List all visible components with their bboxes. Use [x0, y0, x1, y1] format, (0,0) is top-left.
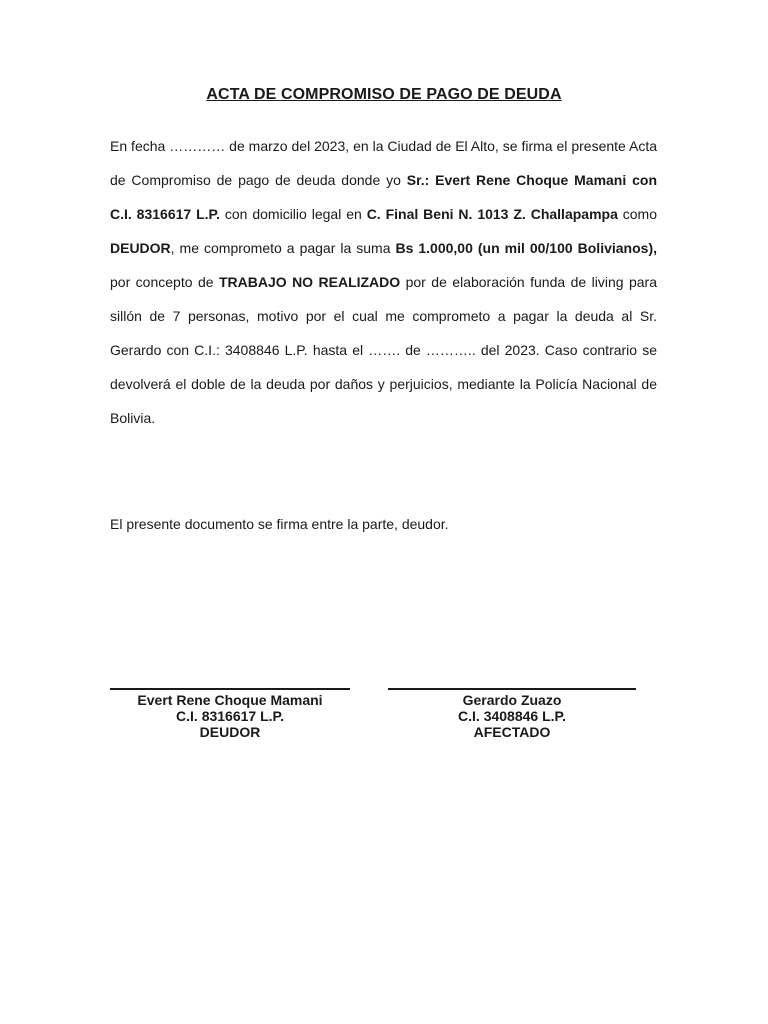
body-text-segment: por de elaboración funda de living para sillón de 7 personas, motivo por el cual me comprometo a pagar la deuda al Sr. Gerardo con C.I.: 3408846 L.P. hasta el ……. de ……….. del 2023. Caso contrario se devolverá el doble de la deuda por daños y perjuicios, mediante la Policía Nacional de Bolivia. — [110, 274, 657, 426]
debt-concept: TRABAJO NO REALIZADO — [218, 274, 401, 290]
signatory-id: C.I. 8316617 L.P. — [176, 708, 284, 724]
document-title: ACTA DE COMPROMISO DE PAGO DE DEUDA — [206, 86, 562, 103]
signature-block-affected — [388, 676, 636, 740]
body-text-segment: como — [617, 206, 657, 222]
signature-line — [110, 676, 350, 690]
signature-line — [388, 676, 636, 690]
body-text-segment: , me comprometo a pagar la suma — [170, 240, 396, 256]
debtor-address: C. Final Beni N. 1013 Z. Challapampa — [366, 206, 618, 222]
body-paragraph — [110, 129, 657, 435]
closing-statement: El presente documento se firma entre la parte, deudor. — [110, 516, 449, 532]
signatory-id: C.I. 3408846 L.P. — [458, 708, 566, 724]
body-text-segment: con domicilio legal en — [219, 206, 367, 222]
debtor-role: DEUDOR — [110, 240, 171, 256]
signatory-role: DEUDOR — [199, 724, 261, 740]
signature-block-debtor — [110, 676, 350, 740]
body-text-segment: En fecha ………… de marzo del 2023, en la Ciudad de El Alto, se firma el presente Acta de Compromiso de pago de deuda donde yo — [110, 138, 657, 188]
signatory-name: Gerardo Zuazo — [462, 692, 562, 708]
debt-amount: Bs 1.000,00 (un mil 00/100 Bolivianos), — [395, 240, 657, 256]
signatory-role: AFECTADO — [473, 724, 551, 740]
signatory-name: Evert Rene Choque Mamani — [137, 692, 323, 708]
body-text-segment: por concepto de — [110, 274, 219, 290]
debtor-identification: Sr.: Evert Rene Choque Mamani con C.I. 8316617 L.P. — [110, 172, 657, 222]
